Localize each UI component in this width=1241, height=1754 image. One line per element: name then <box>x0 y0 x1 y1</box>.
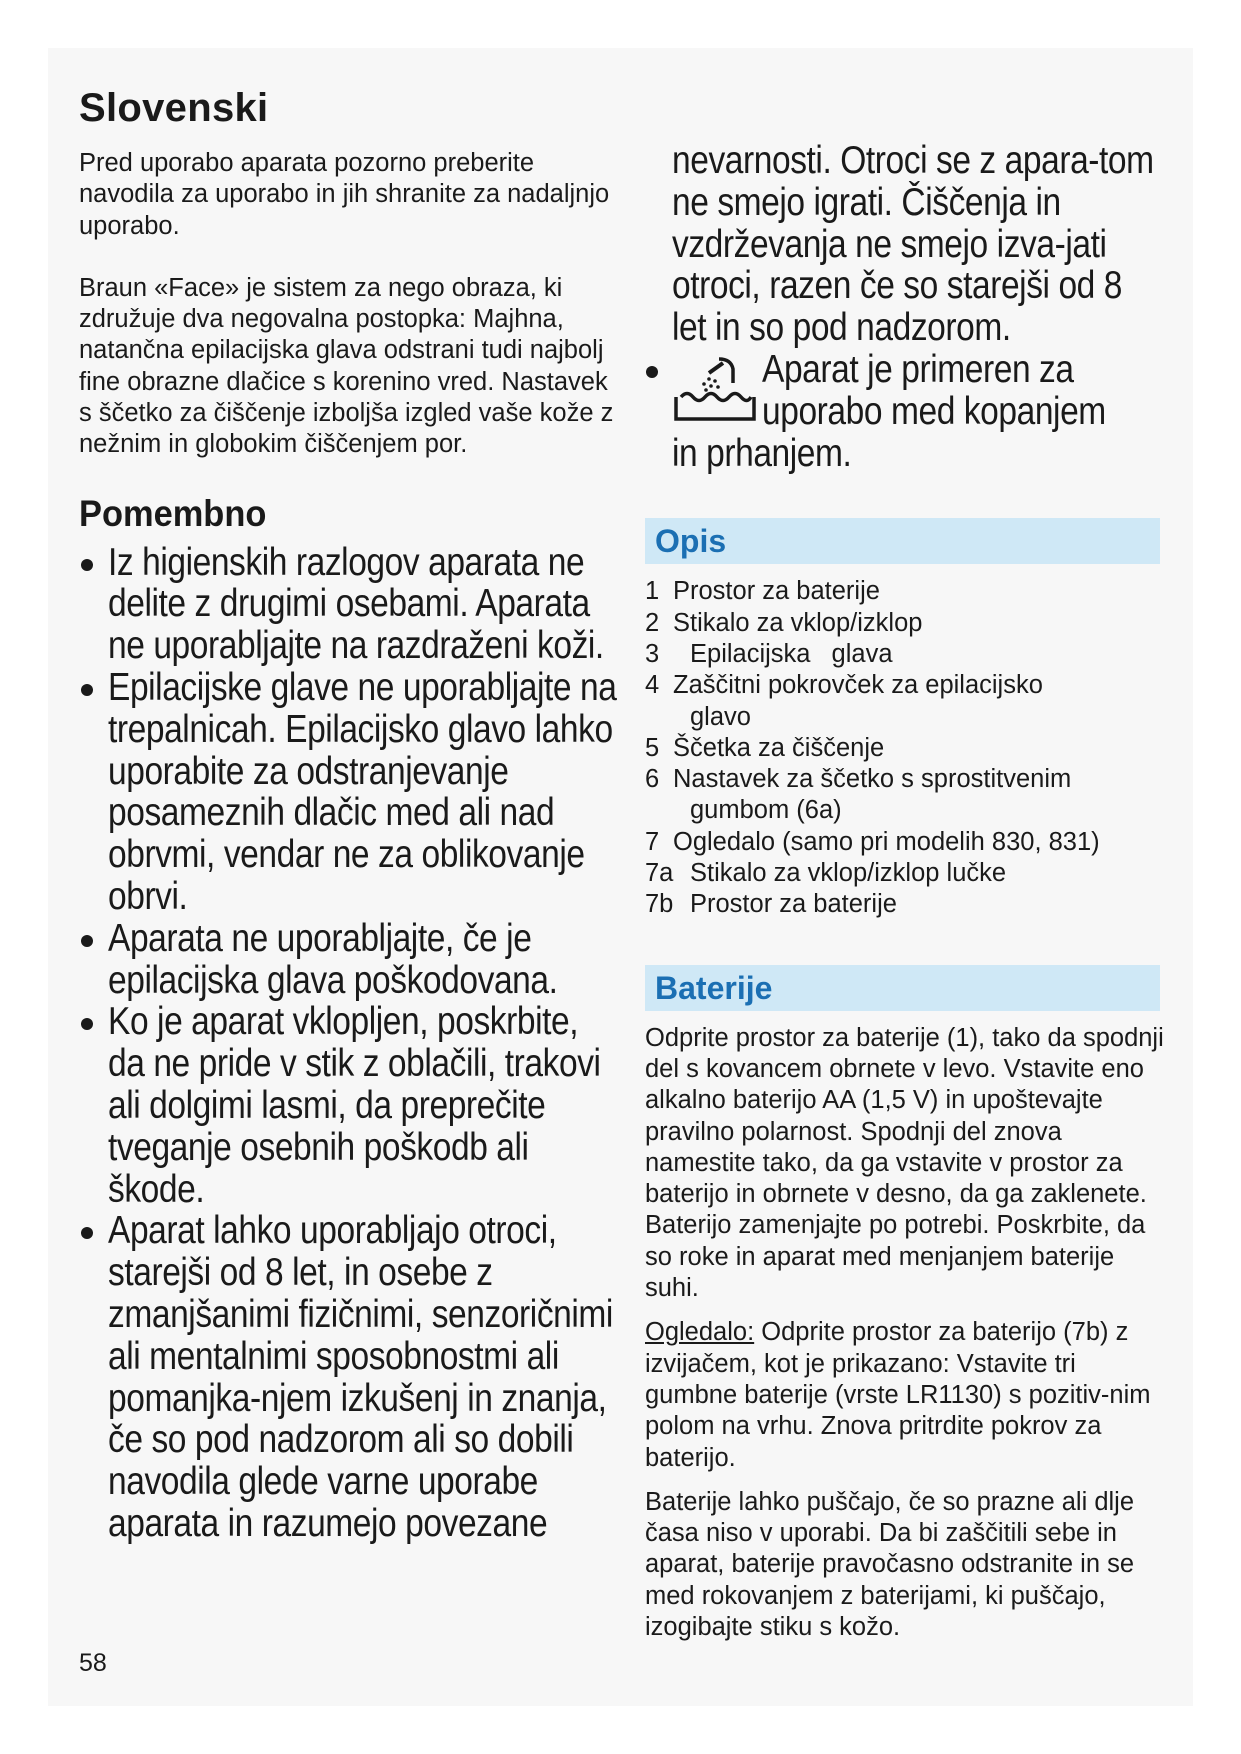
batteries-heading: Baterije <box>645 965 1160 1011</box>
intro <box>79 148 624 461</box>
left-column <box>79 86 624 1545</box>
right-column <box>645 140 1165 1656</box>
bullet <box>81 935 93 947</box>
intro-paragraph-2: Braun «Face» je sistem za nego obraza, ki združuje dva negovalna postopka: Majhna, natančna epilacijska glava odstrani tudi najbolj fine obrazne dlačice s korenino vred. Nastavek s ščetko za čiščenje izboljša izgled vaše kože z nežnim in globokim čiščenjem por. <box>79 273 614 459</box>
description-item: 7 Ogledalo (samo pri modelih 830, 831) <box>645 827 1100 856</box>
important-continuation: nevarnosti. Otroci se z apara-tom ne smejo igrati. Čiščenja in vzdrževanja ne smejo izva-jati otroci, razen če so starejši od 8 let in so pod nadzorom. <box>672 139 1154 350</box>
description-item: 6 Nastavek za ščetko s sprostitvenim gumbom (6a) <box>645 765 1072 825</box>
bath-item <box>645 349 1165 433</box>
intro-paragraph-1: Pred uporabo aparata pozorno preberite navodila za uporabo in jih shranite za nadaljnjo uporabo. <box>79 149 610 240</box>
important-item: Iz higienskih razlogov aparata ne delite z drugimi osebami. Aparata ne uporabljajte na razdraženi koži. <box>79 542 624 667</box>
bullet <box>81 684 93 696</box>
description-list <box>645 576 1165 920</box>
bullet <box>81 1227 93 1239</box>
bath-text-continued: in prhanjem. <box>672 431 852 475</box>
important-list <box>79 542 624 1545</box>
description-item: 5 Ščetka za čiščenje <box>645 733 885 762</box>
description-item: 3 Epilacijska glava <box>645 639 893 668</box>
mirror-label: Ogledalo: <box>645 1318 755 1347</box>
bath-shower-icon <box>673 353 757 423</box>
description-item: 4 Zaščitni pokrovček za epilacijsko glavo <box>645 671 1043 731</box>
bullet <box>81 559 93 571</box>
important-item: Epilacijske glave ne uporabljajte na trepalnicah. Epilacijsko glavo lahko uporabite za odstranjevanje posameznih dlačic med ali nad obrvmi, vendar ne za oblikovanje obrvi. <box>79 667 624 918</box>
important-item: Ko je aparat vklopljen, poskrbite, da ne pride v stik z oblačili, trakovi ali dolgimi lasmi, da preprečite tveganje osebnih poškodb ali škode. <box>79 1001 624 1210</box>
bullet <box>81 1018 93 1030</box>
bath-text: Aparat je primeren za uporabo med kopanjem <box>762 347 1106 433</box>
batteries-paragraph-2: Ogledalo: Odprite prostor za baterijo (7b) z izvijačem, kot je prikazano: Vstavite tri gumbne baterije (vrste LR1130) s pozitiv-nim polom na vrhu. Znova pritrdite pokrov za baterijo. <box>645 1318 1151 1472</box>
page-number: 58 <box>79 1649 107 1677</box>
batteries-paragraph-1: Odprite prostor za baterije (1), tako da spodnji del s kovancem obrnete v levo. Vstavite eno alkalno baterijo AA (1,5 V) in upoštevajte pravilno polarnost. Spodnji del znova namestite tako, da ga vstavite v prostor za baterijo in obrnete v desno, da ga zaklenete. Baterijo zamenjajte po potrebi. Poskrbite, da so roke in aparat med menjanjem baterije suhi. <box>645 1023 1164 1303</box>
description-item: 2 Stikalo za vklop/izklop <box>645 608 923 637</box>
important-item: Aparat lahko uporabljajo otroci, starejši od 8 let, in osebe z zmanjšanimi fizičnimi, senzoričnimi ali mentalnimi sposobnostmi ali pomanjka-njem izkušenj in znanja, če so pod nadzorom ali so dobili navodila glede varne uporabe aparata in razumejo povezane <box>79 1210 624 1544</box>
description-item: 7b Prostor za baterije <box>645 890 897 919</box>
batteries-text <box>645 1023 1165 1644</box>
important-heading: Pomembno <box>79 492 267 534</box>
bullet <box>646 366 658 378</box>
description-item: 1 Prostor za baterije <box>645 577 880 606</box>
batteries-paragraph-3: Baterije lahko puščajo, če so prazne ali dlje časa niso v uporabi. Da bi zaščitili sebe in aparat, baterije pravočasno odstranite in se med rokovanjem z baterijami, ki puščajo, izogibajte stiku s kožo. <box>645 1487 1135 1641</box>
important-item: Aparata ne uporabljajte, če je epilacijska glava poškodovana. <box>79 918 624 1002</box>
language-heading: Slovenski <box>79 86 269 130</box>
description-heading: Opis <box>645 518 1160 564</box>
description-item: 7a Stikalo za vklop/izklop lučke <box>645 859 1007 888</box>
